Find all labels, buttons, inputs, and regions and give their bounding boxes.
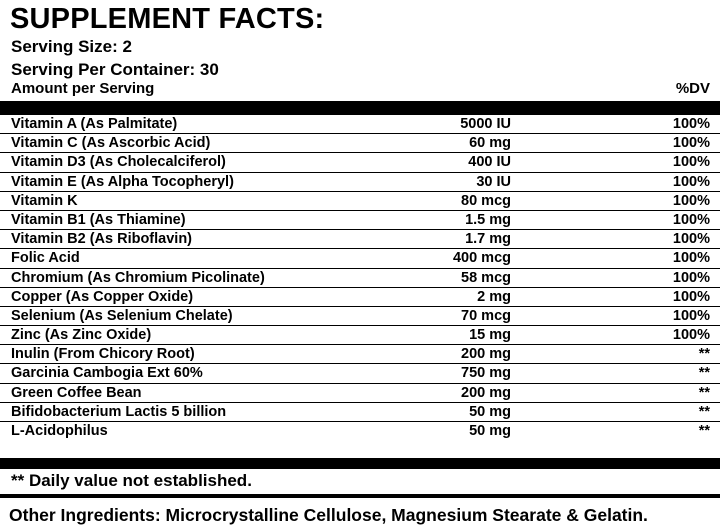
nutrient-amount: 5000 IU <box>460 116 511 132</box>
nutrient-name: Garcinia Cambogia Ext 60% <box>11 365 203 382</box>
nutrient-dv: 100% <box>672 231 710 248</box>
nutrient-dv: 100% <box>672 116 710 132</box>
nutrient-dv: ** <box>698 423 710 439</box>
table-row <box>0 211 720 230</box>
nutrient-amount: 30 IU <box>476 173 511 190</box>
nutrient-dv: 100% <box>672 269 710 286</box>
nutrient-amount: 2 mg <box>477 288 511 305</box>
nutrient-dv: 100% <box>672 173 710 190</box>
table-row <box>0 153 720 172</box>
panel-title: SUPPLEMENT FACTS: <box>10 3 325 35</box>
nutrient-table <box>0 115 720 441</box>
nutrient-name: Vitamin B2 (As Riboflavin) <box>11 231 193 248</box>
nutrient-amount: 50 mg <box>469 403 511 420</box>
top-divider-bar <box>0 101 720 115</box>
nutrient-name: Vitamin B1 (As Thiamine) <box>11 211 186 228</box>
nutrient-name: Vitamin D3 (As Cholecalciferol) <box>11 154 226 171</box>
nutrient-dv: 100% <box>672 192 710 209</box>
nutrient-dv: ** <box>698 365 710 382</box>
table-row <box>0 384 720 403</box>
nutrient-amount: 15 mg <box>469 327 511 344</box>
table-row <box>0 269 720 288</box>
nutrient-name: Inulin (From Chicory Root) <box>11 346 195 363</box>
nutrient-dv: 100% <box>672 135 710 152</box>
nutrient-name: Vitamin A (As Palmitate) <box>11 116 178 132</box>
nutrient-amount: 1.5 mg <box>465 211 511 228</box>
bottom-divider-bar <box>0 458 720 469</box>
nutrient-amount: 50 mg <box>469 423 511 439</box>
nutrient-amount: 70 mcg <box>461 307 511 324</box>
nutrient-name: Green Coffee Bean <box>11 384 142 401</box>
nutrient-amount: 750 mg <box>461 365 511 382</box>
other-ingredients: Other Ingredients: Microcrystalline Cellulose, Magnesium Stearate & Gelatin. <box>9 505 648 525</box>
nutrient-name: Vitamin C (As Ascorbic Acid) <box>11 135 211 152</box>
nutrient-name: Folic Acid <box>11 250 80 267</box>
footnote: ** Daily value not established. <box>11 471 252 490</box>
amount-per-serving-header: Amount per Serving <box>11 80 155 97</box>
serving-per-container: Serving Per Container: 30 <box>11 60 219 79</box>
nutrient-amount: 400 mcg <box>452 250 511 267</box>
ingredients-divider <box>0 494 720 498</box>
nutrient-amount: 1.7 mg <box>465 231 511 248</box>
table-row <box>0 326 720 345</box>
table-row <box>0 288 720 307</box>
table-row <box>0 192 720 211</box>
nutrient-dv: 100% <box>672 307 710 324</box>
nutrient-name: Vitamin K <box>11 192 78 209</box>
table-row <box>0 307 720 326</box>
table-row <box>0 364 720 383</box>
nutrient-dv: ** <box>698 346 710 363</box>
nutrient-dv: 100% <box>672 250 710 267</box>
nutrient-amount: 60 mg <box>469 135 511 152</box>
table-row <box>0 173 720 192</box>
table-row <box>0 403 720 422</box>
nutrient-amount: 200 mg <box>461 346 511 363</box>
nutrient-name: Bifidobacterium Lactis 5 billion <box>11 403 227 420</box>
nutrient-dv: 100% <box>672 327 710 344</box>
table-row <box>0 134 720 153</box>
nutrient-name: Copper (As Copper Oxide) <box>11 288 194 305</box>
nutrient-dv: ** <box>698 403 710 420</box>
dv-header: %DV <box>675 80 710 97</box>
table-row <box>0 422 720 441</box>
nutrient-dv: ** <box>698 384 710 401</box>
table-row <box>0 249 720 268</box>
table-row <box>0 230 720 249</box>
nutrient-dv: 100% <box>672 211 710 228</box>
nutrient-amount: 200 mg <box>461 384 511 401</box>
nutrient-amount: 400 IU <box>468 154 511 171</box>
nutrient-name: Selenium (As Selenium Chelate) <box>11 307 233 324</box>
table-row <box>0 345 720 364</box>
nutrient-amount: 80 mcg <box>461 192 511 209</box>
nutrient-name: Zinc (As Zinc Oxide) <box>11 327 152 344</box>
nutrient-name: Chromium (As Chromium Picolinate) <box>11 269 265 286</box>
nutrient-dv: 100% <box>672 288 710 305</box>
nutrient-dv: 100% <box>672 154 710 171</box>
nutrient-name: L-Acidophilus <box>11 423 108 439</box>
table-row <box>0 115 720 134</box>
nutrient-name: Vitamin E (As Alpha Tocopheryl) <box>11 173 234 190</box>
serving-size: Serving Size: 2 <box>11 37 132 56</box>
nutrient-amount: 58 mcg <box>461 269 511 286</box>
